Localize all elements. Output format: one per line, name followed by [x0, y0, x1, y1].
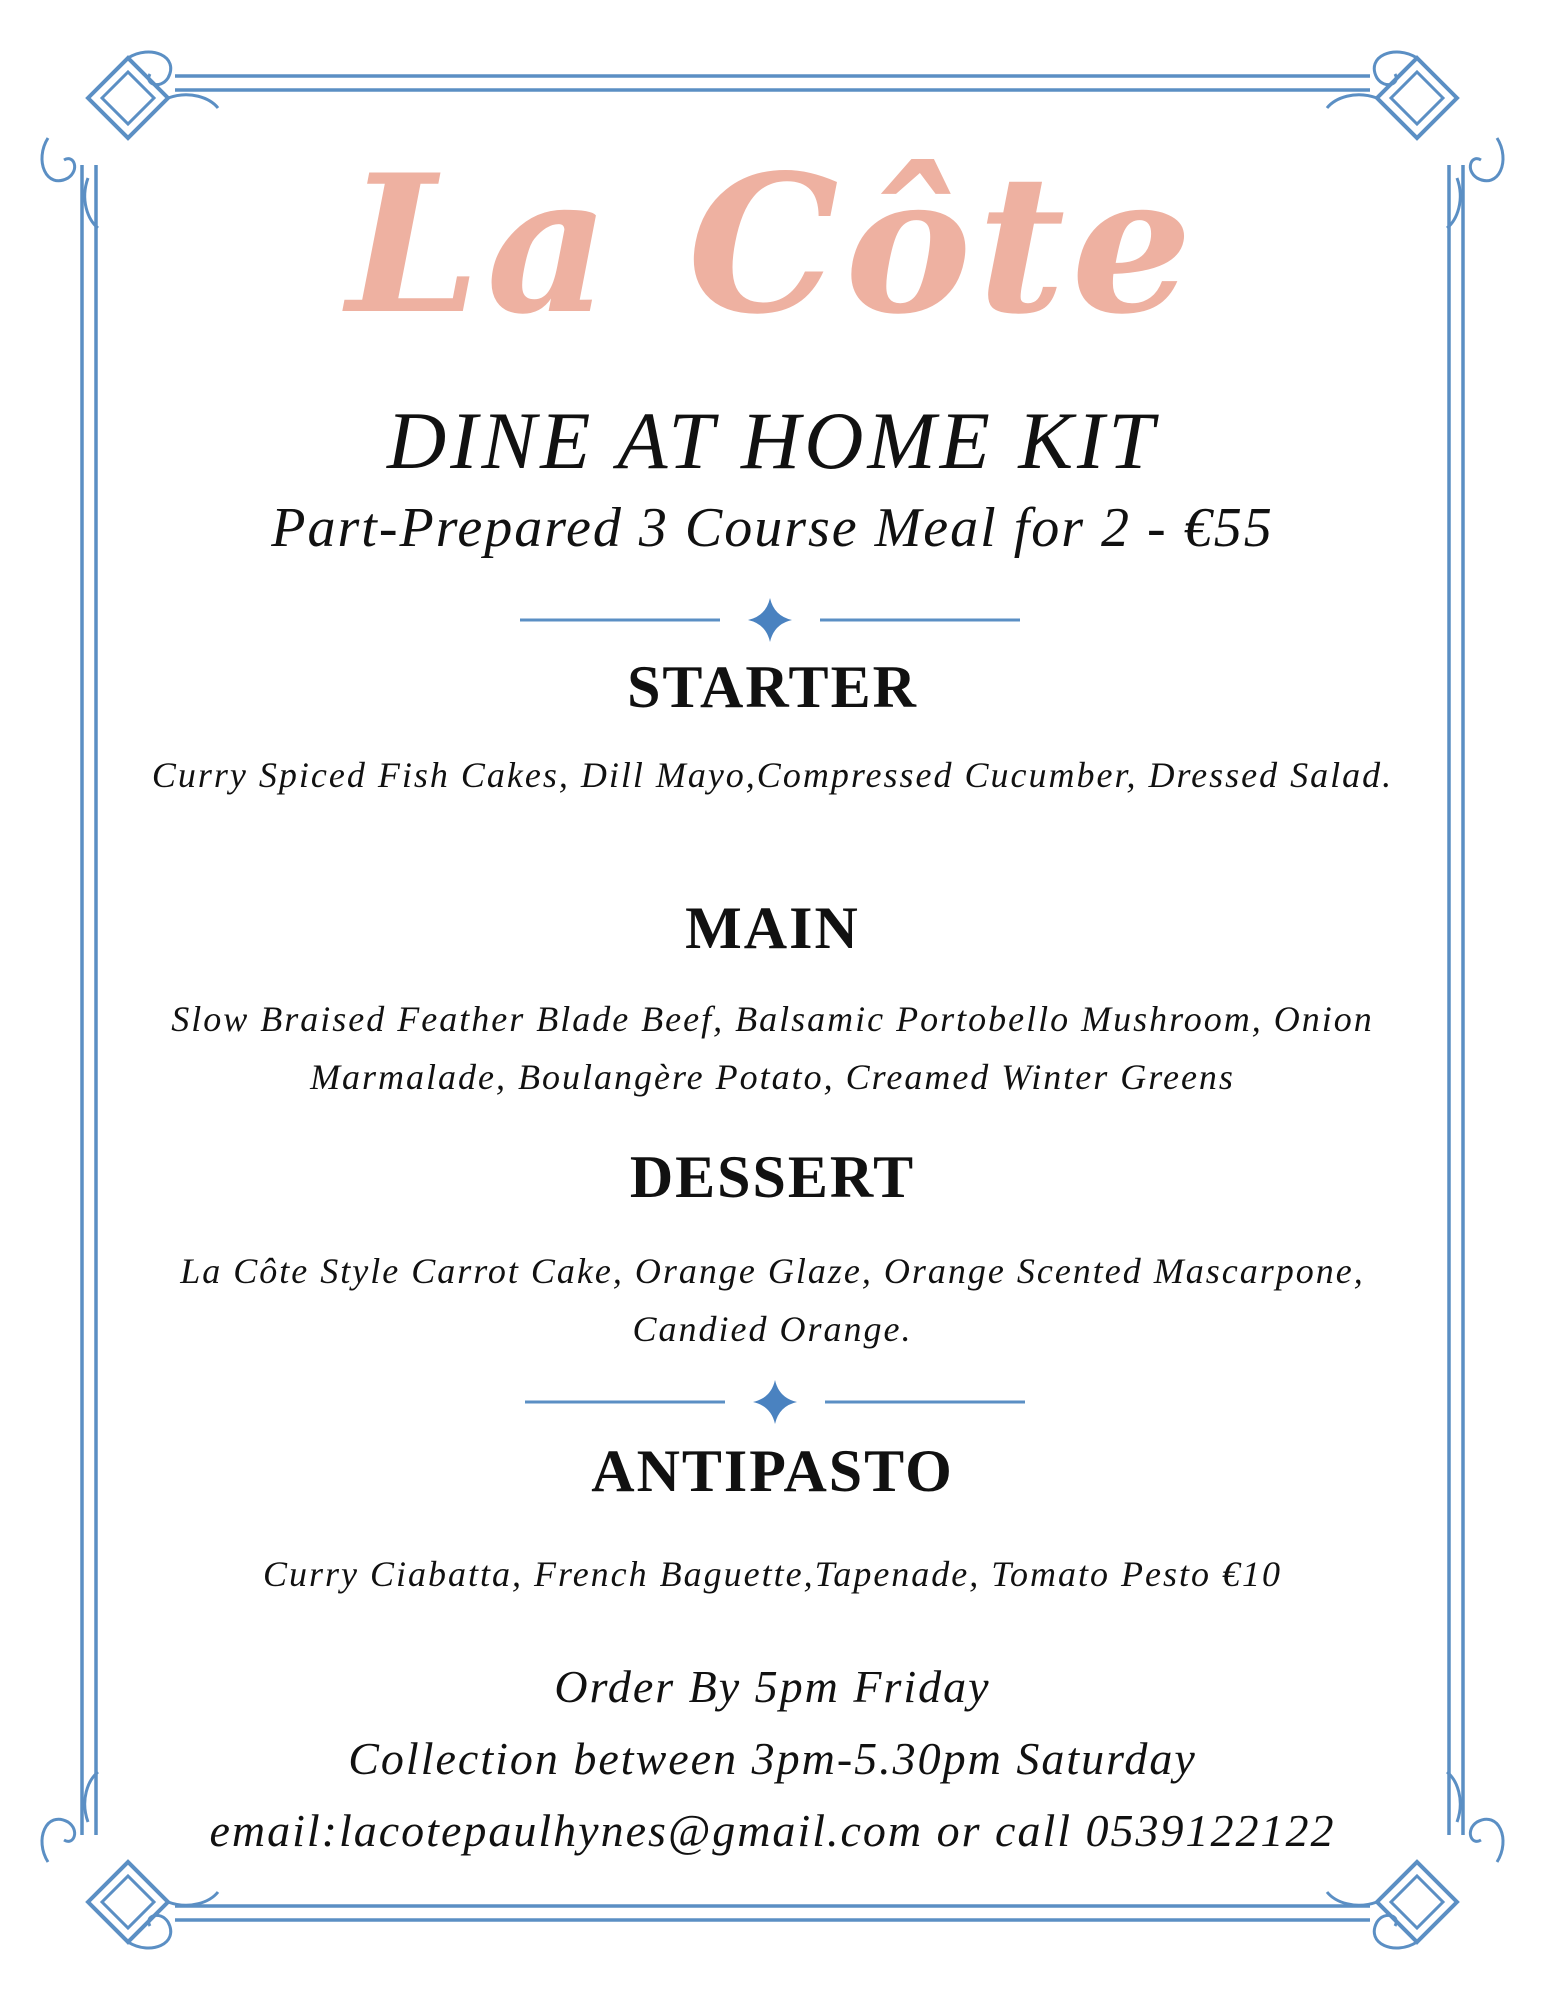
- dessert-description: La Côte Style Carrot Cake, Orange Glaze, Orange Scented Mascarpone, Candied Orange.: [180, 1251, 1365, 1349]
- contact-info: email:lacotepaulhynes@gmail.com or call 0539122122: [209, 1805, 1336, 1856]
- offer-text: Part-Prepared 3 Course Meal for 2 - €55: [271, 497, 1274, 559]
- main-heading: MAIN: [685, 895, 860, 961]
- antipasto-description: Curry Ciabatta, French Baguette,Tapenade, Tomato Pesto €10: [263, 1554, 1282, 1594]
- divider: [525, 1380, 1025, 1424]
- sparkle-icon: [748, 598, 792, 642]
- collection-time: Collection between 3pm-5.30pm Saturday: [348, 1733, 1197, 1784]
- starter-description: Curry Spiced Fish Cakes, Dill Mayo,Compressed Cucumber, Dressed Salad.: [151, 755, 1394, 795]
- main-description: Slow Braised Feather Blade Beef, Balsamic Portobello Mushroom, Onion Marmalade, Boulangère Potato, Creamed Winter Greens: [171, 999, 1374, 1097]
- brand-logo: La Côte: [346, 133, 1199, 356]
- page-title: DINE AT HOME KIT: [387, 395, 1158, 486]
- starter-heading: STARTER: [627, 654, 918, 720]
- dessert-heading: DESSERT: [629, 1144, 916, 1210]
- antipasto-heading: ANTIPASTO: [591, 1438, 954, 1504]
- sparkle-icon: [753, 1380, 797, 1424]
- order-deadline: Order By 5pm Friday: [554, 1661, 991, 1712]
- divider: [520, 598, 1020, 642]
